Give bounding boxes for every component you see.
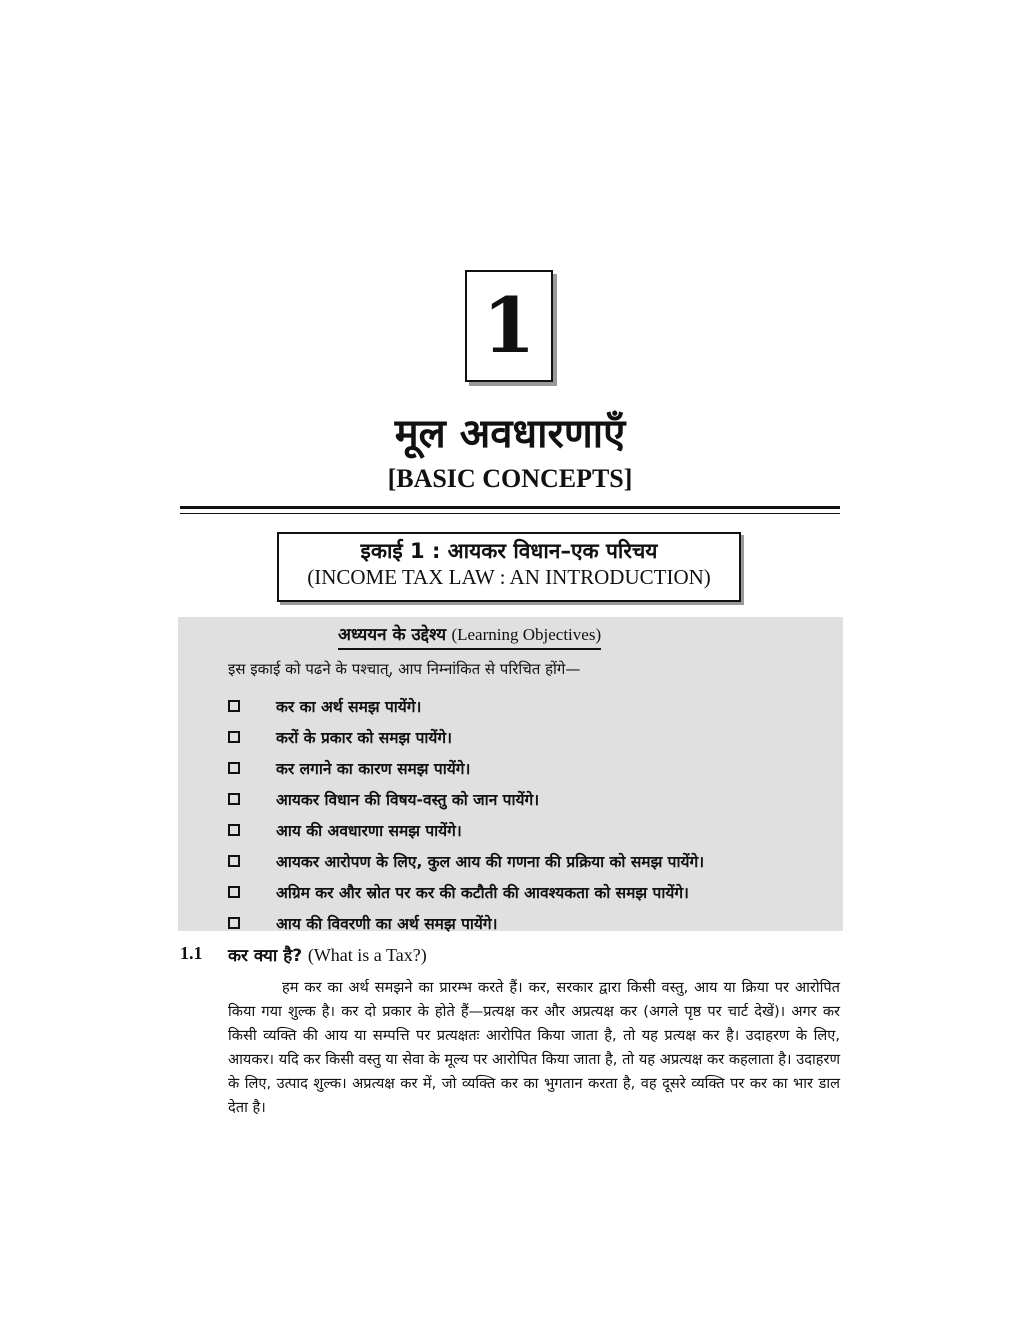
objective-text: आयकर विधान की विषय-वस्तु को जान पायेंगे। bbox=[276, 790, 540, 809]
objective-item bbox=[228, 907, 704, 938]
section-title-hindi: कर क्या है? bbox=[228, 946, 303, 966]
checkbox-bullet-icon bbox=[228, 793, 240, 805]
objective-text: अग्रिम कर और स्रोत पर कर की कटौती की आवश्यकता को समझ पायेंगे। bbox=[276, 883, 689, 902]
unit-title-hindi: इकाई 1 : आयकर विधान–एक परिचय bbox=[360, 539, 658, 563]
objectives-heading-english: (Learning Objectives) bbox=[451, 625, 602, 644]
section-number: 1.1 bbox=[180, 943, 203, 963]
checkbox-bullet-icon bbox=[228, 824, 240, 836]
checkbox-bullet-icon bbox=[228, 762, 240, 774]
objective-item bbox=[228, 721, 704, 752]
unit-heading-box bbox=[277, 532, 741, 602]
objective-text: आयकर आरोपण के लिए, कुल आय की गणना की प्रक्रिया को समझ पायेंगे। bbox=[276, 852, 705, 871]
unit-title-english: (INCOME TAX LAW : AN INTRODUCTION) bbox=[307, 565, 711, 590]
objectives-heading-hindi: अध्ययन के उद्देश्य bbox=[338, 625, 447, 645]
objective-text: कर का अर्थ समझ पायेंगे। bbox=[276, 697, 422, 716]
section-title-english: (What is a Tax?) bbox=[307, 945, 427, 965]
checkbox-bullet-icon bbox=[228, 700, 240, 712]
chapter-title-hindi: मूल अवधारणाएँ bbox=[394, 411, 626, 457]
chapter-title-english: [BASIC CONCEPTS] bbox=[387, 464, 633, 493]
title-rule-thick bbox=[180, 506, 840, 509]
objectives-heading bbox=[338, 622, 601, 650]
objective-item bbox=[228, 752, 704, 783]
checkbox-bullet-icon bbox=[228, 917, 240, 929]
objective-item bbox=[228, 845, 704, 876]
section-title bbox=[228, 943, 427, 966]
objective-text: कर लगाने का कारण समझ पायेंगे। bbox=[276, 759, 471, 778]
chapter-number-box bbox=[465, 270, 553, 382]
checkbox-bullet-icon bbox=[228, 886, 240, 898]
checkbox-bullet-icon bbox=[228, 855, 240, 867]
checkbox-bullet-icon bbox=[228, 731, 240, 743]
objectives-intro: इस इकाई को पढने के पश्चात्, आप निम्नांकित से परिचित होंगे— bbox=[228, 660, 581, 678]
objective-text: आय की विवरणी का अर्थ समझ पायेंगे। bbox=[276, 914, 498, 933]
objective-text: करों के प्रकार को समझ पायेंगे। bbox=[276, 728, 453, 747]
objective-item bbox=[228, 690, 704, 721]
title-rule-thin bbox=[180, 513, 840, 514]
objectives-list bbox=[228, 690, 704, 938]
section-paragraph: हम कर का अर्थ समझने का प्रारम्भ करते हैं। कर, सरकार द्वारा किसी वस्तु, आय या क्रिया पर आरोपित किया गया शुल्क है। कर दो प्रकार के होते हैं—प्रत्यक्ष कर और अप्रत्यक्ष कर (अगले पृष्ठ पर चार्ट देखें)। अगर कर किसी व्यक्ति की आय या सम्पत्ति पर प्रत्यक्षतः आरोपित किया जाता है, तो यह प्रत्यक्ष कर है। उदाहरण के लिए, आयकर। यदि कर किसी वस्तु या सेवा के मूल्य पर आरोपित किया जाता है, तो यह अप्रत्यक्ष कर कहलाता है। उदाहरण के लिए, उत्पाद शुल्क। अप्रत्यक्ष कर में, जो व्यक्ति कर का भुगतान करता है, वह दूसरे व्यक्ति पर कर का भार डाल देता है। bbox=[228, 979, 840, 1116]
objective-text: आय की अवधारणा समझ पायेंगे। bbox=[276, 821, 462, 840]
chapter-number: 1 bbox=[482, 281, 536, 370]
objective-item bbox=[228, 876, 704, 907]
objective-item bbox=[228, 814, 704, 845]
objective-item bbox=[228, 783, 704, 814]
